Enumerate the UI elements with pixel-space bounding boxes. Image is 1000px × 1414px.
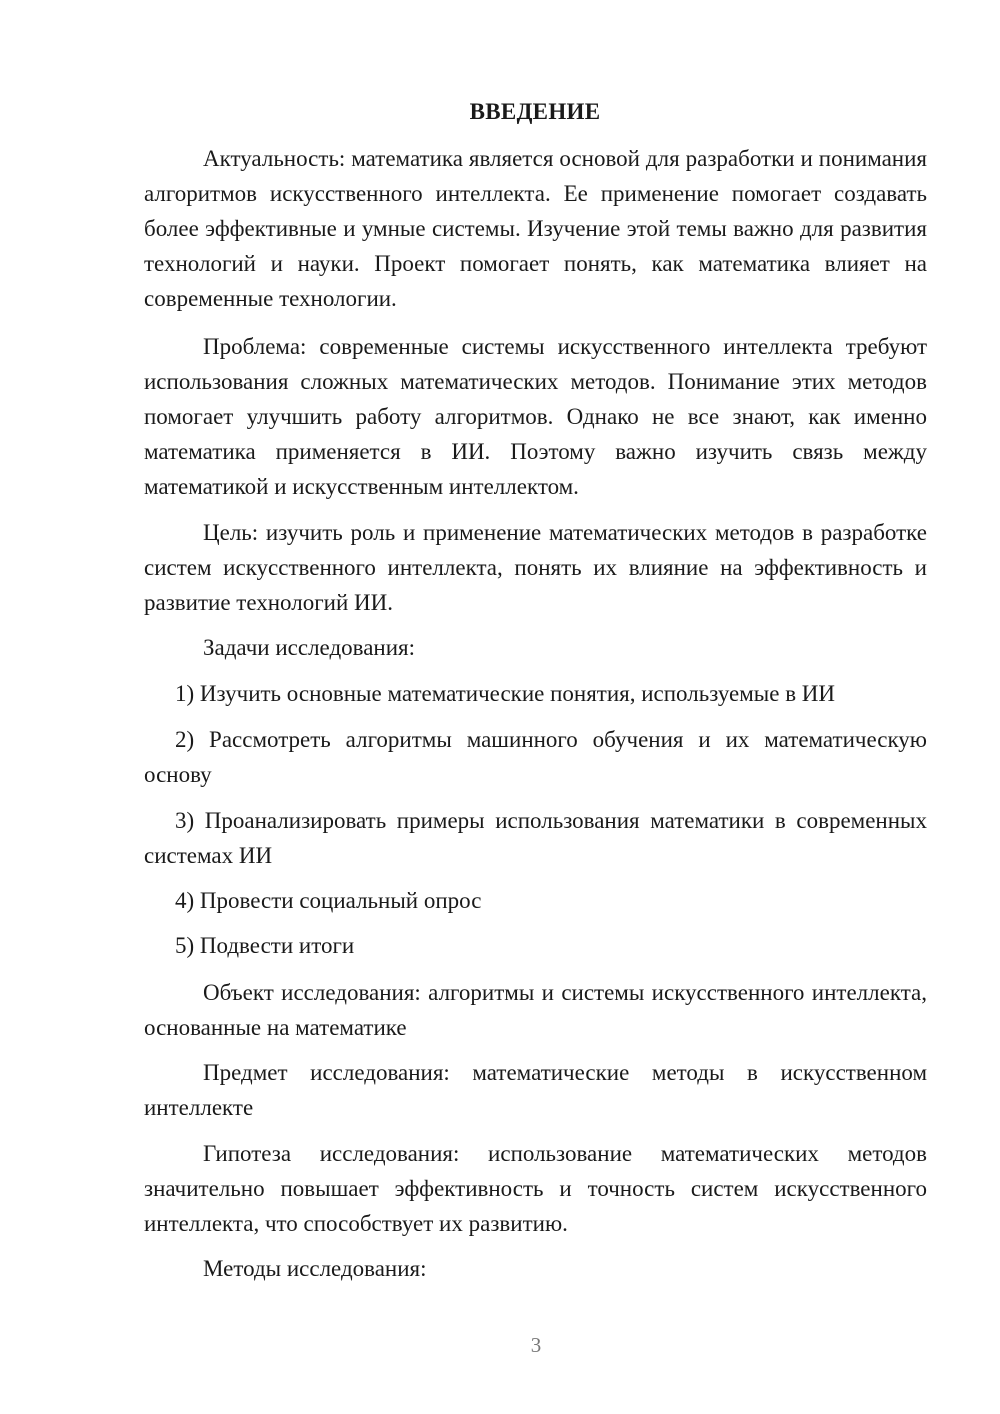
object-paragraph: Объект исследования: алгоритмы и системы искусственного интеллекта, основанные на математике [144, 980, 927, 1040]
tasks-title: Задачи исследования: [203, 635, 416, 660]
task-item-3: 3) Проанализировать примеры использования математики в современных системах ИИ [144, 808, 927, 868]
goal-paragraph: Цель: изучить роль и применение математических методов в разработке систем искусственного интеллекта, понять их влияние на эффективность и развитие технологий ИИ. [144, 520, 927, 615]
problem-paragraph: Проблема: современные системы искусственного интеллекта требуют использования сложных математических методов. Понимание этих методов помогает улучшить работу алгоритмов. Однако не все знают, как именно математика применяется в ИИ. Поэтому важно изучить связь между математикой и искусственным интеллектом. [144, 334, 927, 499]
task-item-2: 2) Рассмотреть алгоритмы машинного обучения и их математическую основу [144, 727, 927, 787]
relevance-paragraph: Актуальность: математика является основой для разработки и понимания алгоритмов искусственного интеллекта. Ее применение помогает создавать более эффективные и умные системы. Изучение этой темы важно для развития технологий и науки. Проект помогает понять, как математика влияет на современные технологии. [144, 146, 927, 311]
task-item-5: 5) Подвести итоги [175, 933, 355, 958]
methods-title: Методы исследования: [203, 1256, 427, 1281]
page-number: 3 [530, 1333, 542, 1357]
task-item-1: 1) Изучить основные математические понятия, используемые в ИИ [175, 681, 836, 706]
page-heading: ВВЕДЕНИЕ [469, 99, 601, 124]
hypothesis-paragraph: Гипотеза исследования: использование математических методов значительно повышает эффективность и точность систем искусственного интеллекта, что способствует их развитию. [144, 1141, 927, 1236]
subject-paragraph: Предмет исследования: математические методы в искусственном интеллекте [144, 1060, 927, 1120]
task-item-4: 4) Провести социальный опрос [175, 888, 482, 913]
